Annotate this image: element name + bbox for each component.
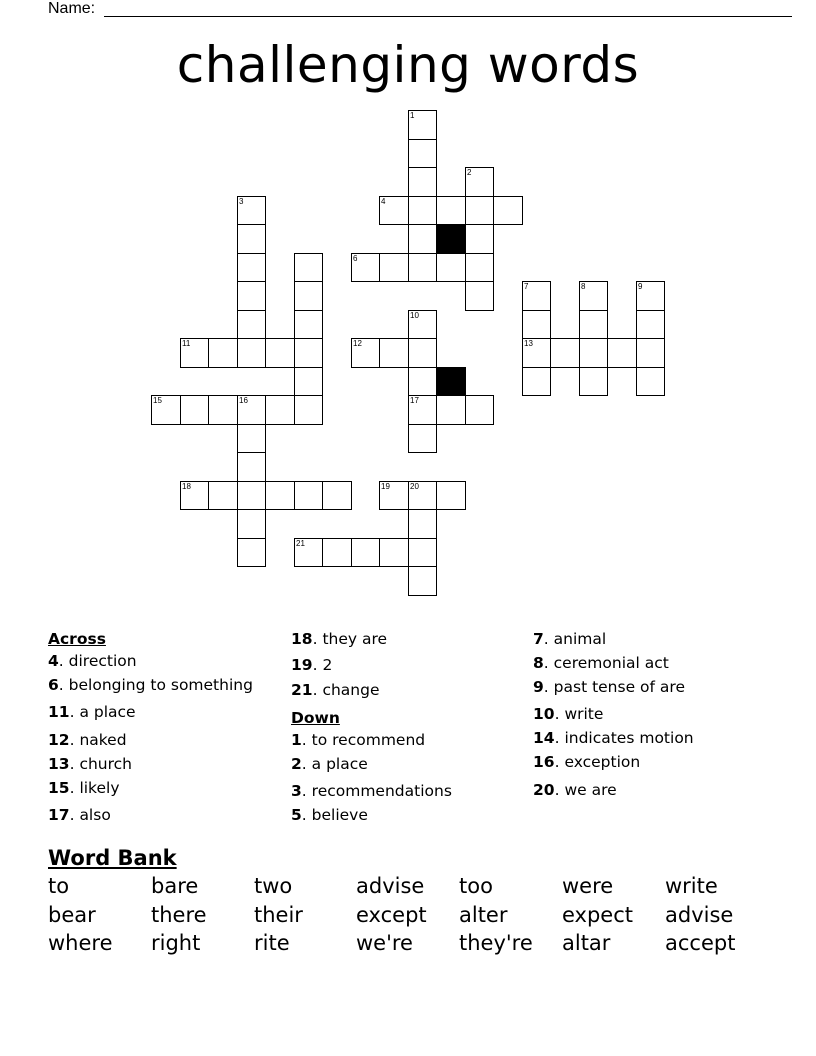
grid-cell[interactable] — [408, 224, 437, 254]
grid-cell[interactable] — [408, 139, 437, 168]
grid-cell[interactable] — [351, 253, 380, 282]
grid-cell[interactable] — [436, 481, 466, 510]
clue-number: 3 — [291, 782, 302, 800]
clue-number: 19 — [291, 656, 313, 674]
grid-cell[interactable] — [408, 395, 437, 425]
clue-text: exception — [564, 753, 641, 771]
clue-text: naked — [79, 731, 127, 749]
clue-number-label: 11 — [182, 339, 191, 348]
clue-text: to recommend — [311, 731, 426, 749]
clue-number-label: 6 — [353, 254, 358, 263]
grid-cell[interactable] — [294, 253, 323, 282]
grid-cell[interactable] — [294, 281, 323, 311]
clue-down-5: 5. believe — [291, 806, 368, 824]
grid-cell[interactable] — [180, 481, 209, 510]
grid-cell[interactable] — [408, 110, 437, 140]
word-bank-item: advise — [356, 874, 425, 898]
grid-cell[interactable] — [237, 338, 266, 368]
clue-text: they are — [322, 630, 388, 648]
clue-text: direction — [68, 652, 137, 670]
clue-number: 11 — [48, 703, 70, 721]
clue-number-label: 17 — [410, 396, 419, 405]
clue-number: 1 — [291, 731, 302, 749]
clue-across-12: 12. naked — [48, 731, 127, 749]
word-bank-item: expect — [562, 903, 634, 927]
clue-across-11: 11. a place — [48, 703, 136, 721]
grid-cell[interactable] — [408, 310, 437, 339]
clue-text: 2 — [322, 656, 333, 674]
grid-cell[interactable] — [607, 338, 637, 368]
clue-number: 7 — [533, 630, 544, 648]
grid-cell[interactable] — [265, 481, 295, 510]
clue-number: 5 — [291, 806, 302, 824]
grid-cell[interactable] — [522, 338, 551, 368]
grid-cell[interactable] — [436, 395, 466, 425]
clue-across-6: 6. belonging to something — [48, 676, 253, 694]
clue-number-label: 4 — [381, 197, 386, 206]
word-bank-item: to — [48, 874, 70, 898]
clue-down-14: 14. indicates motion — [533, 729, 694, 747]
clue-number-label: 7 — [524, 282, 529, 291]
grid-cell[interactable] — [408, 253, 437, 282]
grid-cell[interactable] — [522, 367, 551, 396]
grid-cell[interactable] — [522, 281, 551, 311]
grid-cell[interactable] — [208, 338, 238, 368]
clue-down-9: 9. past tense of are — [533, 678, 685, 696]
clue-down-7: 7. animal — [533, 630, 607, 648]
grid-cell[interactable] — [465, 196, 494, 225]
clue-number-label: 1 — [410, 111, 415, 120]
grid-cell[interactable] — [151, 395, 181, 425]
clue-number-label: 2 — [467, 168, 472, 177]
name-label: Name: — [48, 0, 96, 17]
clue-down-10: 10. write — [533, 705, 604, 723]
word-bank-item: alter — [459, 903, 508, 927]
grid-cell[interactable] — [465, 281, 494, 311]
clue-text: belonging to something — [68, 676, 253, 694]
grid-cell[interactable] — [237, 310, 266, 339]
clue-number: 18 — [291, 630, 313, 648]
grid-cell[interactable] — [636, 367, 665, 396]
word-bank-item: right — [151, 931, 201, 955]
grid-cell[interactable] — [579, 281, 608, 311]
grid-cell[interactable] — [408, 338, 437, 368]
word-bank-item: write — [665, 874, 718, 898]
grid-block — [436, 367, 466, 396]
grid-cell[interactable] — [237, 452, 266, 482]
clue-text: past tense of are — [553, 678, 685, 696]
grid-cell[interactable] — [408, 481, 437, 510]
word-bank-item: were — [562, 874, 614, 898]
grid-cell[interactable] — [379, 253, 409, 282]
clue-number-label: 13 — [524, 339, 533, 348]
grid-cell[interactable] — [237, 509, 266, 539]
grid-cell[interactable] — [322, 538, 352, 567]
clue-text: a place — [311, 755, 368, 773]
clue-number-label: 8 — [581, 282, 586, 291]
grid-cell[interactable] — [294, 367, 323, 396]
clue-text: animal — [553, 630, 607, 648]
grid-cell[interactable] — [379, 481, 409, 510]
word-bank-item: we're — [356, 931, 413, 955]
clue-number-label: 21 — [296, 539, 305, 548]
grid-cell[interactable] — [465, 167, 494, 197]
clue-across-17: 17. also — [48, 806, 111, 824]
clue-across-19: 19. 2 — [291, 656, 333, 674]
clue-down-16: 16. exception — [533, 753, 641, 771]
word-bank-item: there — [151, 903, 207, 927]
clue-across-4: 4. direction — [48, 652, 137, 670]
clue-number: 6 — [48, 676, 59, 694]
grid-cell[interactable] — [636, 310, 665, 339]
clue-number-label: 16 — [239, 396, 248, 405]
grid-cell[interactable] — [265, 395, 295, 425]
clue-text: change — [322, 681, 380, 699]
grid-cell[interactable] — [180, 338, 209, 368]
clue-down-3: 3. recommendations — [291, 782, 452, 800]
clue-number-label: 18 — [182, 482, 191, 491]
grid-cell[interactable] — [180, 395, 209, 425]
grid-cell[interactable] — [237, 224, 266, 254]
grid-cell[interactable] — [579, 310, 608, 339]
clue-number: 2 — [291, 755, 302, 773]
grid-cell[interactable] — [351, 538, 380, 567]
grid-block — [436, 224, 466, 254]
clue-number: 8 — [533, 654, 544, 672]
word-bank-title: Word Bank — [48, 846, 177, 870]
clue-down-2: 2. a place — [291, 755, 368, 773]
word-bank-item: rite — [254, 931, 290, 955]
word-bank-item: bare — [151, 874, 199, 898]
word-bank-item: except — [356, 903, 427, 927]
grid-cell[interactable] — [208, 481, 238, 510]
grid-cell[interactable] — [550, 338, 580, 368]
clue-number: 14 — [533, 729, 555, 747]
clue-number-label: 12 — [353, 339, 362, 348]
down-heading: Down — [291, 709, 340, 727]
grid-cell[interactable] — [493, 196, 523, 225]
clue-number: 21 — [291, 681, 313, 699]
across-heading: Across — [48, 630, 106, 648]
clue-text: also — [79, 806, 111, 824]
grid-cell[interactable] — [408, 509, 437, 539]
clue-text: believe — [311, 806, 368, 824]
word-bank-item: advise — [665, 903, 734, 927]
clue-text: recommendations — [311, 782, 452, 800]
grid-cell[interactable] — [465, 253, 494, 282]
clue-down-1: 1. to recommend — [291, 731, 426, 749]
clue-number: 4 — [48, 652, 59, 670]
grid-cell[interactable] — [379, 338, 409, 368]
clue-text: ceremonial act — [553, 654, 669, 672]
grid-cell[interactable] — [465, 395, 494, 425]
word-bank-item: two — [254, 874, 293, 898]
clue-across-18: 18. they are — [291, 630, 388, 648]
grid-cell[interactable] — [408, 196, 437, 225]
grid-cell[interactable] — [465, 224, 494, 254]
grid-cell[interactable] — [237, 538, 266, 567]
grid-cell[interactable] — [379, 196, 409, 225]
clue-number: 10 — [533, 705, 555, 723]
clue-down-20: 20. we are — [533, 781, 617, 799]
word-bank-item: their — [254, 903, 303, 927]
grid-cell[interactable] — [436, 196, 466, 225]
clue-number: 12 — [48, 731, 70, 749]
grid-cell[interactable] — [579, 367, 608, 396]
clue-text: likely — [79, 779, 120, 797]
grid-cell[interactable] — [294, 538, 323, 567]
grid-cell[interactable] — [408, 367, 437, 396]
grid-cell[interactable] — [237, 481, 266, 510]
clue-across-15: 15. likely — [48, 779, 120, 797]
clue-number-label: 3 — [239, 197, 244, 206]
clue-text: church — [79, 755, 132, 773]
grid-cell[interactable] — [408, 167, 437, 197]
clue-across-13: 13. church — [48, 755, 132, 773]
clue-across-21: 21. change — [291, 681, 380, 699]
grid-cell[interactable] — [579, 338, 608, 368]
word-bank-item: accept — [665, 931, 736, 955]
grid-cell[interactable] — [408, 424, 437, 453]
grid-cell[interactable] — [294, 338, 323, 368]
word-bank-item: altar — [562, 931, 611, 955]
clue-number-label: 15 — [153, 396, 162, 405]
word-bank-item: bear — [48, 903, 96, 927]
clue-text: write — [564, 705, 604, 723]
word-bank-item: too — [459, 874, 493, 898]
clue-number: 16 — [533, 753, 555, 771]
clue-number: 17 — [48, 806, 70, 824]
clue-text: a place — [79, 703, 136, 721]
clue-number: 20 — [533, 781, 555, 799]
grid-cell[interactable] — [408, 538, 437, 567]
clue-number-label: 9 — [638, 282, 643, 291]
clue-number-label: 20 — [410, 482, 419, 491]
grid-cell[interactable] — [237, 424, 266, 453]
clue-down-8: 8. ceremonial act — [533, 654, 669, 672]
grid-cell[interactable] — [237, 196, 266, 225]
clue-number-label: 19 — [381, 482, 390, 491]
grid-cell[interactable] — [294, 310, 323, 339]
grid-cell[interactable] — [237, 253, 266, 282]
grid-cell[interactable] — [237, 281, 266, 311]
page-title: challenging words — [176, 36, 640, 94]
clue-text: we are — [564, 781, 617, 799]
clue-number: 9 — [533, 678, 544, 696]
clue-number-label: 10 — [410, 311, 419, 320]
grid-cell[interactable] — [379, 538, 409, 567]
grid-cell[interactable] — [294, 481, 323, 510]
grid-cell[interactable] — [322, 481, 352, 510]
grid-cell[interactable] — [636, 281, 665, 311]
grid-cell[interactable] — [294, 395, 323, 425]
grid-cell[interactable] — [265, 338, 295, 368]
grid-cell[interactable] — [522, 310, 551, 339]
clue-number: 13 — [48, 755, 70, 773]
grid-cell[interactable] — [351, 338, 380, 368]
grid-cell[interactable] — [237, 395, 266, 425]
grid-cell[interactable] — [208, 395, 238, 425]
grid-cell[interactable] — [436, 253, 466, 282]
clue-number-label: 14 — [438, 368, 447, 377]
word-bank-item: they're — [459, 931, 533, 955]
word-bank-item: where — [48, 931, 113, 955]
clue-text: indicates motion — [564, 729, 694, 747]
grid-cell[interactable] — [636, 338, 665, 368]
clue-number: 15 — [48, 779, 70, 797]
grid-cell[interactable] — [408, 566, 437, 596]
